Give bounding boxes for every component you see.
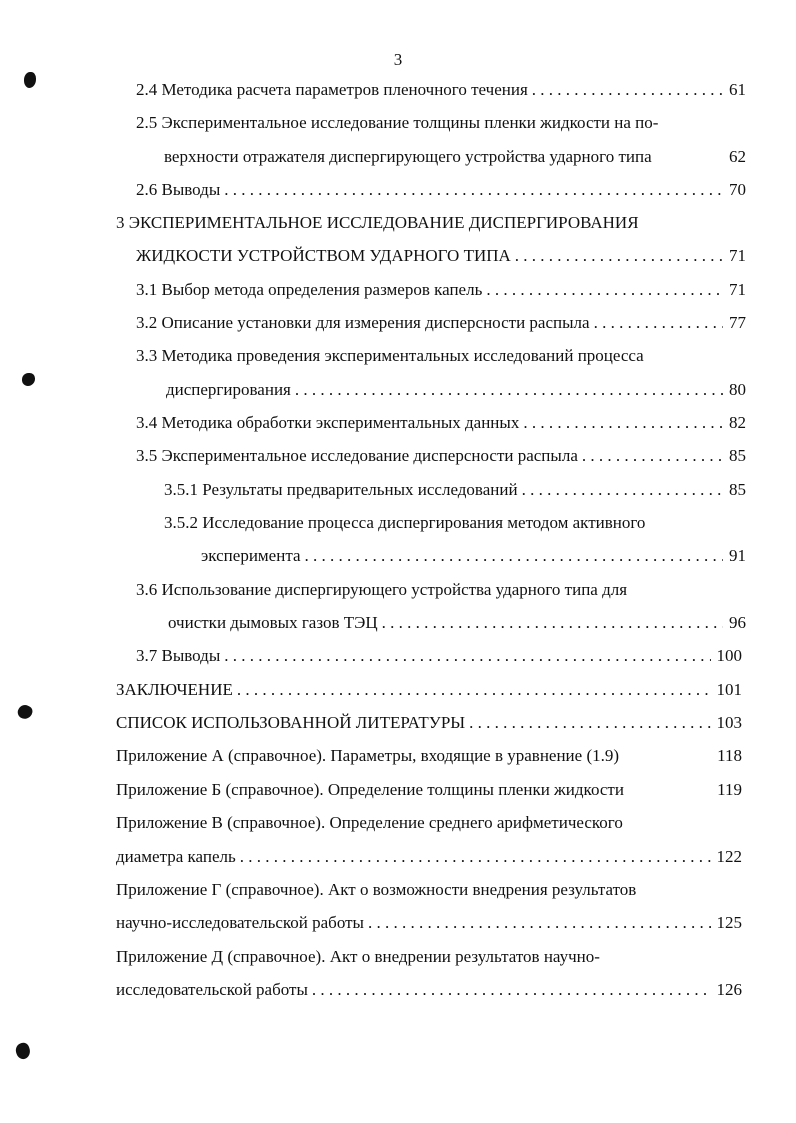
toc-entry xyxy=(136,644,742,668)
toc-entry-text: 3 ЭКСПЕРИМЕНТАЛЬНОЕ ИССЛЕДОВАНИЕ ДИСПЕРГИРОВАНИЯ xyxy=(116,213,639,232)
toc-chapter-heading xyxy=(116,711,742,735)
toc-leader-dots xyxy=(522,478,723,502)
toc-entry-text: Приложение А (справочное). Параметры, входящие в уравнение (1.9) xyxy=(116,746,620,765)
toc-entry xyxy=(136,311,746,335)
toc-entry-text: Приложение Г (справочное). Акт о возможности внедрения результатов xyxy=(116,880,637,899)
toc-entry-text: Приложение Б (справочное). Определение толщины пленки жидкости xyxy=(116,780,624,799)
toc-leader-dots xyxy=(224,178,723,202)
toc-entry-text: Приложение В (справочное). Определение среднего арифметического xyxy=(116,813,623,832)
toc-entry-text: 2.4 Методика расчета параметров пленочного течения xyxy=(136,80,528,99)
toc-entry-text: очистки дымовых газов ТЭЦ xyxy=(168,613,378,632)
toc-entry xyxy=(136,444,746,468)
toc-appendix-entry xyxy=(116,811,742,835)
toc-entry xyxy=(136,78,746,102)
toc-entry-page: 80 xyxy=(729,380,746,399)
toc-entry-page: 119 xyxy=(717,780,742,799)
toc-leader-dots xyxy=(305,544,723,568)
toc-appendix-entry xyxy=(116,878,742,902)
toc-entry xyxy=(136,111,746,135)
toc-entry xyxy=(168,611,746,635)
toc-entry-page: 85 xyxy=(729,480,746,499)
toc-entry-text: Приложение Д (справочное). Акт о внедрении результатов научно- xyxy=(116,947,600,966)
toc-entry-page: 96 xyxy=(729,613,746,632)
toc-entry-page: 126 xyxy=(716,980,742,999)
toc-entry-page: 71 xyxy=(729,280,746,299)
toc-entry-text: диспергирования xyxy=(166,380,291,399)
toc-leader-dots xyxy=(515,244,723,268)
toc-entry-page: 82 xyxy=(729,413,746,432)
toc-entry-page: 122 xyxy=(716,847,742,866)
toc-entry-page: 71 xyxy=(729,246,746,265)
toc-leader-dots xyxy=(368,911,711,935)
page-number: 3 xyxy=(393,50,403,69)
toc-entry-text: 3.7 Выводы xyxy=(136,646,221,665)
toc-leader-dots xyxy=(469,711,710,735)
toc-leader-dots xyxy=(240,845,711,869)
toc-appendix-entry xyxy=(116,744,742,768)
toc-entry-page: 62 xyxy=(729,147,746,166)
toc-entry xyxy=(164,511,746,535)
toc-entry-text: 3.3 Методика проведения экспериментальных исследований процесса xyxy=(136,346,644,365)
toc-leader-dots xyxy=(312,978,711,1002)
toc-entry xyxy=(164,145,746,169)
toc-entry-text: ЖИДКОСТИ УСТРОЙСТВОМ УДАРНОГО ТИПА xyxy=(136,246,511,265)
toc-leader-dots xyxy=(523,411,723,435)
toc-entry xyxy=(164,478,746,502)
toc-leader-dots xyxy=(582,444,723,468)
toc-appendix-entry xyxy=(116,978,742,1002)
toc-appendix-entry xyxy=(116,845,742,869)
toc-entry-text: диаметра капель xyxy=(116,847,236,866)
toc-entry xyxy=(136,578,746,602)
toc-entry-text: 3.2 Описание установки для измерения дисперсности распыла xyxy=(136,313,590,332)
toc-entry xyxy=(201,544,746,568)
toc-chapter-heading xyxy=(116,678,742,702)
punch-hole-mark xyxy=(14,1041,33,1061)
toc-entry-text: 3.5.2 Исследование процесса диспергирования методом активного xyxy=(164,513,646,532)
toc-entry-page: 118 xyxy=(717,746,742,765)
toc-entry-text: верхности отражателя диспергирующего устройства ударного типа xyxy=(164,147,652,166)
toc-leader-dots xyxy=(594,311,723,335)
toc-entry-text: СПИСОК ИСПОЛЬЗОВАННОЙ ЛИТЕРАТУРЫ xyxy=(116,713,466,732)
toc-entry-text: ЗАКЛЮЧЕНИЕ xyxy=(116,680,233,699)
toc-entry-text: 2.5 Экспериментальное исследование толщины пленки жидкости на по- xyxy=(136,113,659,132)
toc-entry xyxy=(136,411,746,435)
punch-hole-mark xyxy=(24,72,36,88)
toc-leader-dots xyxy=(486,278,723,302)
toc-entry-text: эксперимента xyxy=(201,546,301,565)
toc-entry xyxy=(136,278,746,302)
toc-entry-text: научно-исследовательской работы xyxy=(116,913,364,932)
punch-hole-mark xyxy=(22,373,35,386)
toc-entry-page: 61 xyxy=(729,80,746,99)
toc-entry xyxy=(136,344,746,368)
toc-entry xyxy=(166,378,746,402)
toc-entry-text: 3.6 Использование диспергирующего устройства ударного типа для xyxy=(136,580,628,599)
toc-entry-text: 3.5.1 Результаты предварительных исследований xyxy=(164,480,518,499)
toc-entry-page: 103 xyxy=(716,713,742,732)
toc-leader-dots xyxy=(224,644,710,668)
toc-chapter-heading xyxy=(116,211,746,235)
toc-leader-dots xyxy=(382,611,723,635)
toc-entry-page: 91 xyxy=(729,546,746,565)
toc-appendix-entry xyxy=(116,945,742,969)
toc-entry-page: 85 xyxy=(729,446,746,465)
toc-entry-text: 3.5 Экспериментальное исследование дисперсности распыла xyxy=(136,446,578,465)
toc-entry-page: 70 xyxy=(729,180,746,199)
toc-leader-dots xyxy=(237,678,711,702)
toc-entry-text: 3.4 Методика обработки экспериментальных данных xyxy=(136,413,520,432)
toc-appendix-entry xyxy=(116,778,742,802)
toc-entry-text: исследовательской работы xyxy=(116,980,308,999)
toc-chapter-heading xyxy=(136,244,746,268)
toc-entry-text: 2.6 Выводы xyxy=(136,180,221,199)
punch-hole-mark xyxy=(15,702,34,721)
toc-leader-dots xyxy=(532,78,723,102)
toc-entry-page: 77 xyxy=(729,313,746,332)
toc-entry-page: 125 xyxy=(716,913,742,932)
toc-entry-page: 100 xyxy=(716,646,742,665)
toc-leader-dots xyxy=(295,378,723,402)
toc-appendix-entry xyxy=(116,911,742,935)
toc-entry-page: 101 xyxy=(716,680,742,699)
toc-entry-text: 3.1 Выбор метода определения размеров капель xyxy=(136,280,483,299)
toc-entry xyxy=(136,178,746,202)
